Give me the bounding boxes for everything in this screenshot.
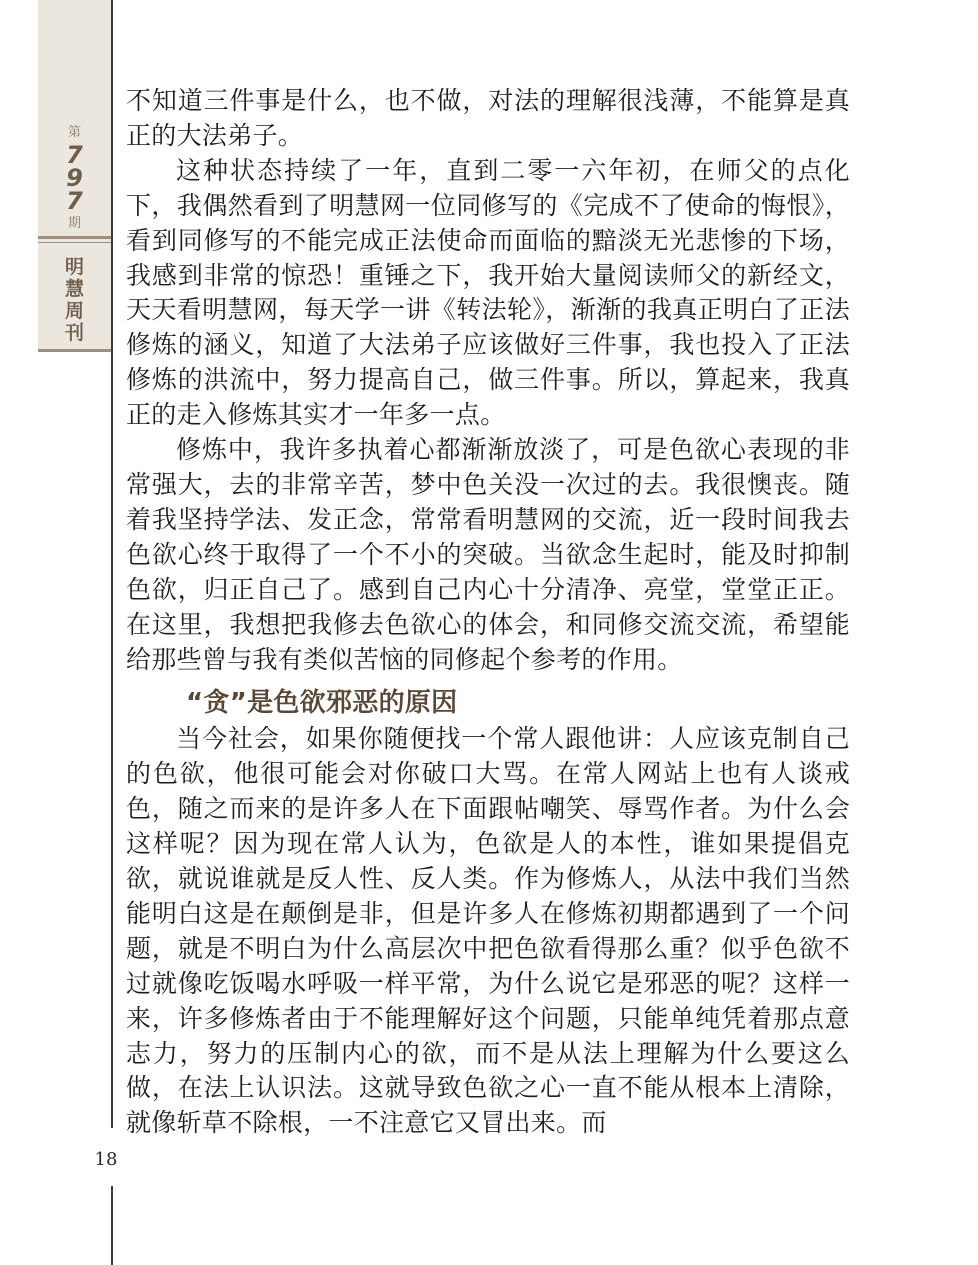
section-heading: “贪”是色欲邪恶的原因: [186, 688, 458, 719]
tab-divider-thick: [38, 236, 111, 239]
margin-rule-upper: [111, 0, 113, 1128]
issue-suffix: 期: [67, 216, 81, 231]
issue-number: 797: [66, 141, 83, 215]
magazine-name: [38, 256, 111, 344]
issue-prefix: 第: [67, 125, 81, 140]
margin-rule-lower: [111, 1186, 113, 1265]
paragraph-1: 不知道三件事是什么，也不做，对法的理解很浅薄，不能算是真正的大法弟子。: [126, 86, 850, 150]
issue-label: [38, 124, 111, 233]
paragraph-4: 当今社会，如果你随便找一个常人跟他讲：人应该克制自己的色欲，他很可能会对你破口大骂。在常人网站上也有人谈戒色，随之而来的是许多人在下面跟帖嘲笑、辱骂作者。为什么会这样呢？因为现在常人认为，色欲是人的本性，谁如果提倡克欲，就说谁就是反人性、反人类。作为修炼人，从法中我们当然能明白这是在颠倒是非，但是许多人在修炼初期都遇到了一个问题，就是不明白为什么高层次中把色欲看得那么重？似乎色欲不过就像吃饭喝水呼吸一样平常，为什么说它是邪恶的呢？这样一来，许多修炼者由于不能理解好这个问题，只能单纯凭着那点意志力，努力的压制内心的欲，而不是从法上理解为什么要这么做，在法上认识法。这就导致色欲之心一直不能从根本上清除，就像斩草不除根，一不注意它又冒出来。而: [126, 724, 850, 1138]
issue-tab: [38, 0, 111, 352]
tab-divider-thin: [38, 242, 111, 243]
paragraph-2: 这种状态持续了一年，直到二零一六年初，在师父的点化下，我偶然看到了明慧网一位同修写的《完成不了使命的悔恨》，看到同修写的不能完成正法使命而面临的黯淡无光悲惨的下场，我感到非常的惊恐！重锤之下，我开始大量阅读师父的新经文，天天看明慧网，每天学一讲《转法轮》，渐渐的我真正明白了正法修炼的涵义，知道了大法弟子应该做好三件事，我也投入了正法修炼的洪流中，努力提高自己，做三件事。所以，算起来，我真正的走入修炼其实才一年多一点。: [126, 155, 850, 430]
magazine-name-text: 明慧周刊: [64, 256, 84, 344]
tab-bottom-border: [38, 349, 111, 352]
paragraph-3: 修炼中，我许多执着心都渐渐放淡了，可是色欲心表现的非常强大，去的非常辛苦，梦中色关没一次过的去。我很懊丧。随着我坚持学法、发正念，常常看明慧网的交流，近一段时间我去色欲心终于取得了一个不小的突破。当欲念生起时，能及时抑制色欲，归正自己了。感到自己内心十分清净、亮堂，堂堂正正。在这里，我想把我修去色欲心的体会，和同修交流交流，希望能给那些曾与我有类似苦恼的同修起个参考的作用。: [126, 435, 850, 674]
page-number: 18: [94, 1149, 118, 1170]
article-body: [126, 84, 850, 1141]
